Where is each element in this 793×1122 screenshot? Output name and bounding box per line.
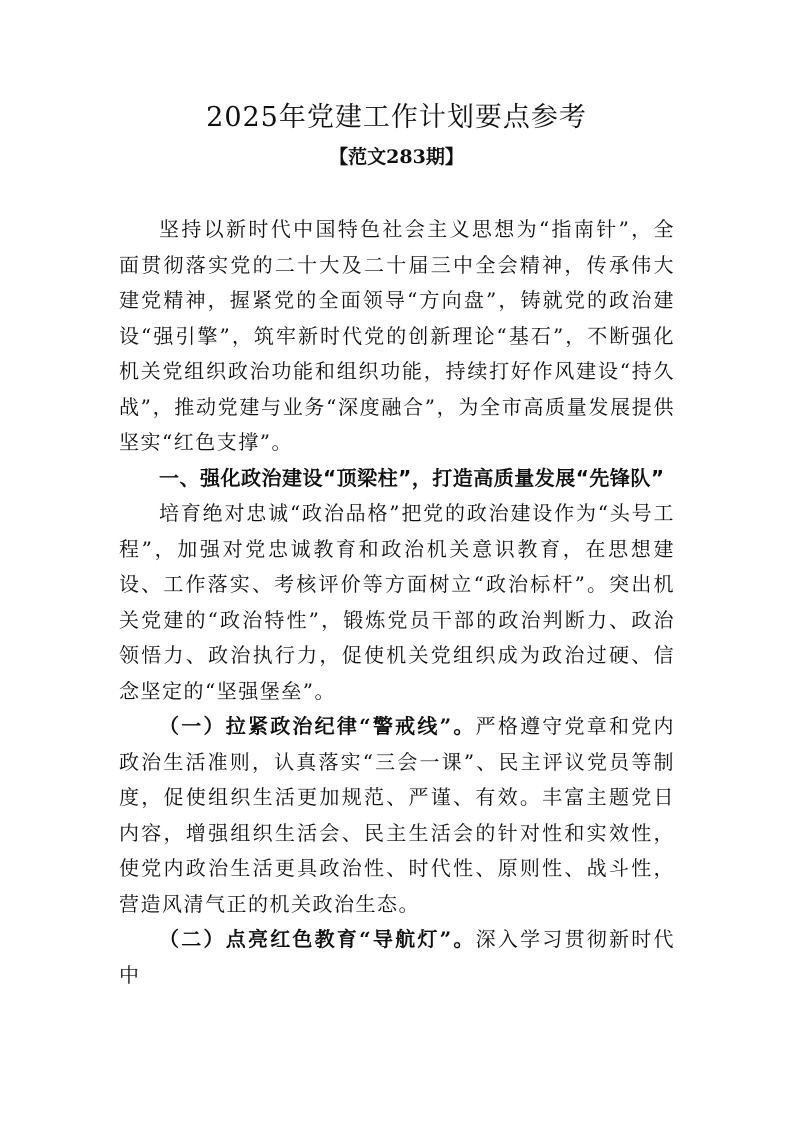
- item-body-1: 严格遵守党章和党内政治生活准则，认真落实“三会一课”、民主评议党员等制度，促使组织生活更加规范、严谨、有效。丰富主题党日内容，增强组织生活会、民主生活会的针对性和实效性，使党内政治生活更具政治性、时代性、原则性、战斗性，营造风清气正的机关政治生态。: [119, 714, 676, 916]
- document-title: 2025年党建工作计划要点参考: [206, 102, 587, 133]
- item-heading-1: （一）拉紧政治纪律“警戒线”。: [159, 714, 476, 738]
- intro-paragraph: 坚持以新时代中国特色社会主义思想为“指南针”，全面贯彻落实党的二十大及二十届三中全会精神，传承伟大建党精神，握紧党的全面领导“方向盘”，铸就党的政治建设“强引擎”，筑牢新时代党的创新理论“基石”，不断强化机关党组织政治功能和组织功能，持续打好作风建设“持久战”，推动党建与业务“深度融合”，为全市高质量发展提供坚实“红色支撑”。: [119, 217, 675, 454]
- item-heading-2: （二）点亮红色教育“导航灯”。: [159, 927, 476, 951]
- item-paragraph-2: [119, 922, 675, 993]
- item-body-2: 深入学习贯彻新时代中: [119, 927, 676, 987]
- section-paragraph: 培育绝对忠诚“政治品格”把党的政治建设作为“头号工程”，加强对党忠诚教育和政治机关意识教育，在思想建设、工作落实、考核评价等方面树立“政治标杆”。突出机关党建的“政治特性”，锻炼党员干部的政治判断力、政治领悟力、政治执行力，促使机关党组织成为政治过硬、信念坚定的“坚强堡垒”。: [119, 501, 675, 703]
- item-paragraph-1: [119, 709, 675, 922]
- document-subtitle: 【范文283期】: [329, 146, 464, 168]
- document-body: [119, 212, 675, 993]
- section-heading: 一、强化政治建设“顶梁柱”，打造高质量发展“先锋队”: [159, 465, 665, 490]
